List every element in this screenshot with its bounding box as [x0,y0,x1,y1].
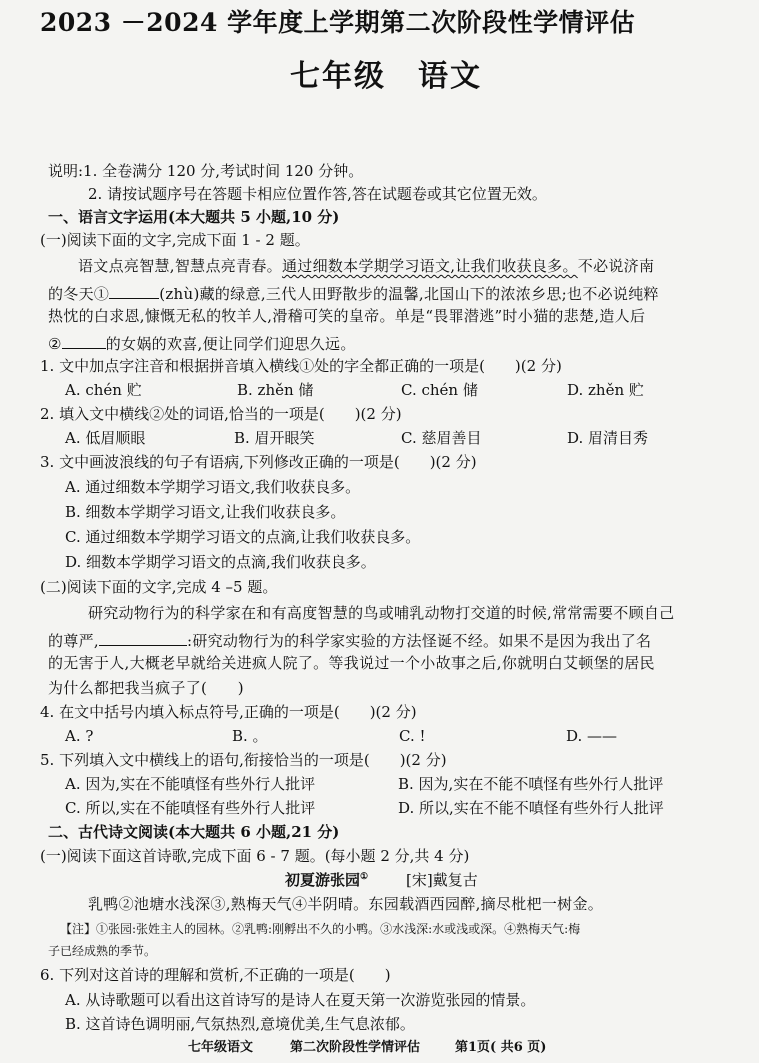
poem-note-line-2: 子已经成熟的季节。 [48,944,157,958]
exam-subject: 七年级 语文 [290,59,482,94]
question-5-option-c: C. 所以,实在不能嗔怪有些外行人批评 [65,799,316,817]
question-3-option-a: A. 通过细数本学期学习语文,我们收获良多。 [65,478,361,496]
question-5-stem: 5. 下列填入文中横线上的语句,衔接恰当的一项是( )(2 分) [40,751,447,769]
question-3-option-d: D. 细数本学期学习语文的点滴,我们收获良多。 [65,553,376,571]
question-5-option-b: B. 因为,实在不能不嗔怪有些外行人批评 [398,775,664,793]
question-2-stem: 2. 填入文中横线②处的词语,恰当的一项是( )(2 分) [40,405,402,423]
exam-title: 2023 －2024 学年度上学期第二次阶段性学情评估 [40,8,636,37]
passage2-line-3: 的无害于人,大概老早就给关进疯人院了。等我说过一个小故事之后,你就明白艾顿堡的居民 [48,654,655,672]
passage1-line-2 [48,284,659,302]
part2-heading: 二、古代诗文阅读(本大题共 6 小题,21 分) [48,823,340,841]
question-3-option-b: B. 细数本学期学习语文,让我们收获良多。 [65,503,346,521]
question-1-option-a: A. chén 贮 [65,381,142,399]
question-1-option-d: D. zhěn 贮 [567,381,644,399]
instruction-line-2: 2. 请按试题序号在答题卡相应位置作答,答在试题卷或其它位置无效。 [88,185,547,203]
poem-title [285,873,368,888]
answer-blank-2 [62,334,106,349]
question-6-stem: 6. 下列对这首诗的理解和赏析,不正确的一项是( ) [40,966,391,984]
poem-title-text: 初夏游张园 [285,871,361,889]
part2-sec1-heading: (一)阅读下面这首诗歌,完成下面 6 - 7 题。(每小题 2 分,共 4 分) [40,847,470,865]
passage2-line-2 [48,631,651,649]
question-1-option-b: B. zhěn 储 [237,381,314,399]
poem-note-line-1: 【注】①张园:张姓主人的园林。②乳鸭:刚孵出不久的小鸭。③水浅深:水或浅或深。④熟梅天气:梅 [60,922,581,936]
passage-text: 的冬天① [48,285,110,303]
question-4-option-d: D. —— [566,727,618,745]
poem-title-note-mark: ① [360,872,369,882]
passage1-line-1 [78,259,654,274]
passage2-line-1: 研究动物行为的科学家在和有高度智慧的鸟或哺乳动物打交道的时候,常常需要不顾自己 [88,604,675,622]
footer-exam-name: 第二次阶段性学情评估 [290,1040,421,1055]
question-2-option-d: D. 眉清目秀 [567,429,649,447]
passage-text: (zhù)藏的绿意,三代人田野散步的温馨,北国山下的浓浓乡思;也不必说纯粹 [159,285,659,303]
passage-text: 的尊严, [48,632,99,650]
poem-author: [宋]戴复古 [406,871,478,889]
question-3-stem: 3. 文中画波浪线的句子有语病,下列修改正确的一项是( )(2 分) [40,453,477,471]
question-3-option-c: C. 通过细数本学期学习语文的点滴,让我们收获良多。 [65,528,421,546]
passage2-line-4: 为什么都把我当疯子了( ) [48,679,244,697]
question-5-option-d: D. 所以,实在不能不嗔怪有些外行人批评 [398,799,664,817]
poem-line: 乳鸭②池塘水浅深③,熟梅天气④半阴晴。东园载酒西园醉,摘尽枇杷一树金。 [88,895,604,913]
passage1-line-3: 热忱的白求恩,慷慨无私的牧羊人,滑稽可笑的皇帝。单是“畏罪潜逃”时小猫的悲楚,造人后 [48,307,646,325]
passage-text: 的女娲的欢喜,便让同学们迎思久远。 [105,335,356,353]
footer-grade: 七年级语文 [188,1040,254,1055]
question-4-option-c: C. ! [399,727,426,745]
question-4-option-b: B. 。 [232,727,268,745]
part1-sec1-heading: (一)阅读下面的文字,完成下面 1 - 2 题。 [40,231,310,249]
passage-text: ② [48,335,62,353]
part1-heading: 一、语言文字运用(本大题共 5 小题,10 分) [48,208,340,226]
wavy-sentence: 通过细数本学期学习语文,让我们收获良多。 [281,257,578,275]
question-6-option-b: B. 这首诗色调明丽,气氛热烈,意境优美,生气息浓郁。 [65,1015,415,1033]
question-2-option-b: B. 眉开眼笑 [234,429,315,447]
footer-page-number: 第1页( 共6 页) [455,1040,547,1055]
answer-blank-1 [109,284,159,299]
answer-blank-3 [99,631,187,646]
part1-sec2-heading: (二)阅读下面的文字,完成 4 –5 题。 [40,578,278,596]
question-6-option-a: A. 从诗歌题可以看出这首诗写的是诗人在夏天第一次游览张园的情景。 [65,991,536,1009]
question-5-option-a: A. 因为,实在不能嗔怪有些外行人批评 [65,775,316,793]
question-1-option-c: C. chén 储 [401,381,478,399]
question-2-option-a: A. 低眉顺眼 [65,429,146,447]
passage-text: :研究动物行为的科学家实验的方法怪诞不经。如果不是因为我出了名 [186,632,652,650]
question-1-stem: 1. 文中加点字注音和根据拼音填入横线①处的字全都正确的一项是( )(2 分) [40,357,562,375]
question-4-option-a: A. ? [65,727,94,745]
passage-text: 语文点亮智慧,智慧点亮青春。 [78,257,282,275]
passage-text: 不必说济南 [577,257,655,275]
question-2-option-c: C. 慈眉善目 [401,429,482,447]
question-4-stem: 4. 在文中括号内填入标点符号,正确的一项是( )(2 分) [40,703,417,721]
instruction-line-1: 说明:1. 全卷满分 120 分,考试时间 120 分钟。 [48,162,364,180]
passage1-line-4 [48,334,356,352]
